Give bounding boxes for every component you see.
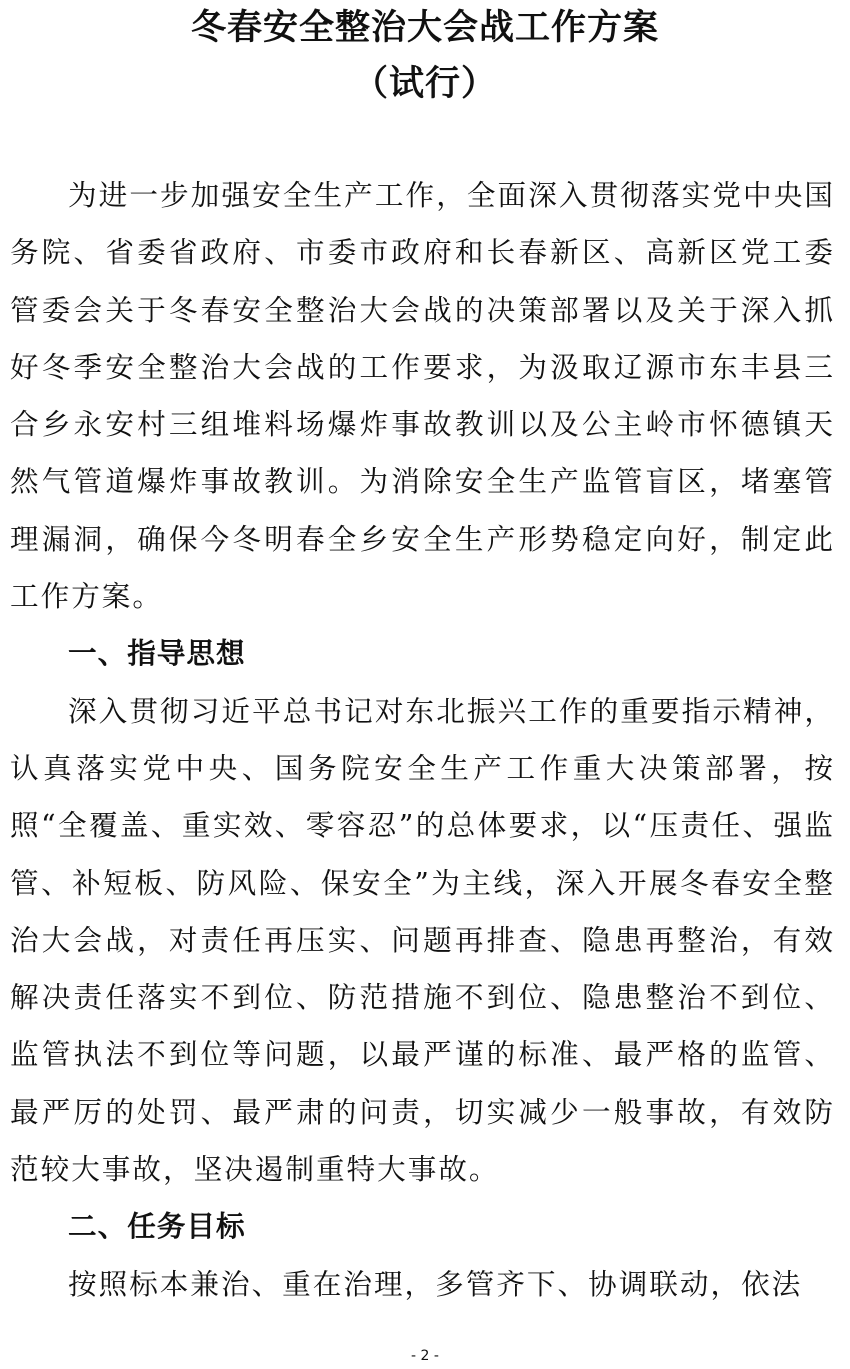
section-paragraph-task-goals: 按照标本兼治、重在治理，多管齐下、协调联动，依法 [68, 1266, 803, 1301]
intro-paragraph: 为进一步加强安全生产工作，全面深入贯彻落实党中央国务院、省委省政府、市委市政府和长春新区、高新区党工委管委会关于冬春安全整治大会战的决策部署以及关于深入抓好冬季安全整治大会战的工作要求，为汲取辽源市东丰县三合乡永安村三组堆料场爆炸事故教训以及公主岭市怀德镇天然气管道爆炸事故教训。为消除安全生产监管盲区，堵塞管理漏洞，确保今冬明春全乡安全生产形势稳定向好，制定此工作方案。 [10, 178, 835, 614]
section-heading-guiding-ideology: 一、指导思想 [68, 636, 246, 671]
section-paragraph-guiding-ideology: 深入贯彻习近平总书记对东北振兴工作的重要指示精神，认真落实党中央、国务院安全生产工作重大决策部署，按照“全覆盖、重实效、零容忍”的总体要求，以“压责任、强监管、补短板、防风险、保安全”为主线，深入开展冬春安全整治大会战，对责任再压实、问题再排查、隐患再整治，有效解决责任落实不到位、防范措施不到位、隐患整治不到位、监管执法不到位等问题，以最严谨的标准、最严格的监管、最严厉的处罚、最严肃的问责，切实减少一般事故，有效防范较大事故，坚决遏制重特大事故。 [10, 693, 835, 1187]
document-body [10, 167, 835, 1313]
document-title: 冬春安全整治大会战工作方案 [190, 8, 659, 48]
document-subtitle: （试行） [352, 64, 497, 104]
section-heading-task-goals: 二、任务目标 [68, 1209, 246, 1244]
page-number: - 2 - [411, 1348, 439, 1364]
